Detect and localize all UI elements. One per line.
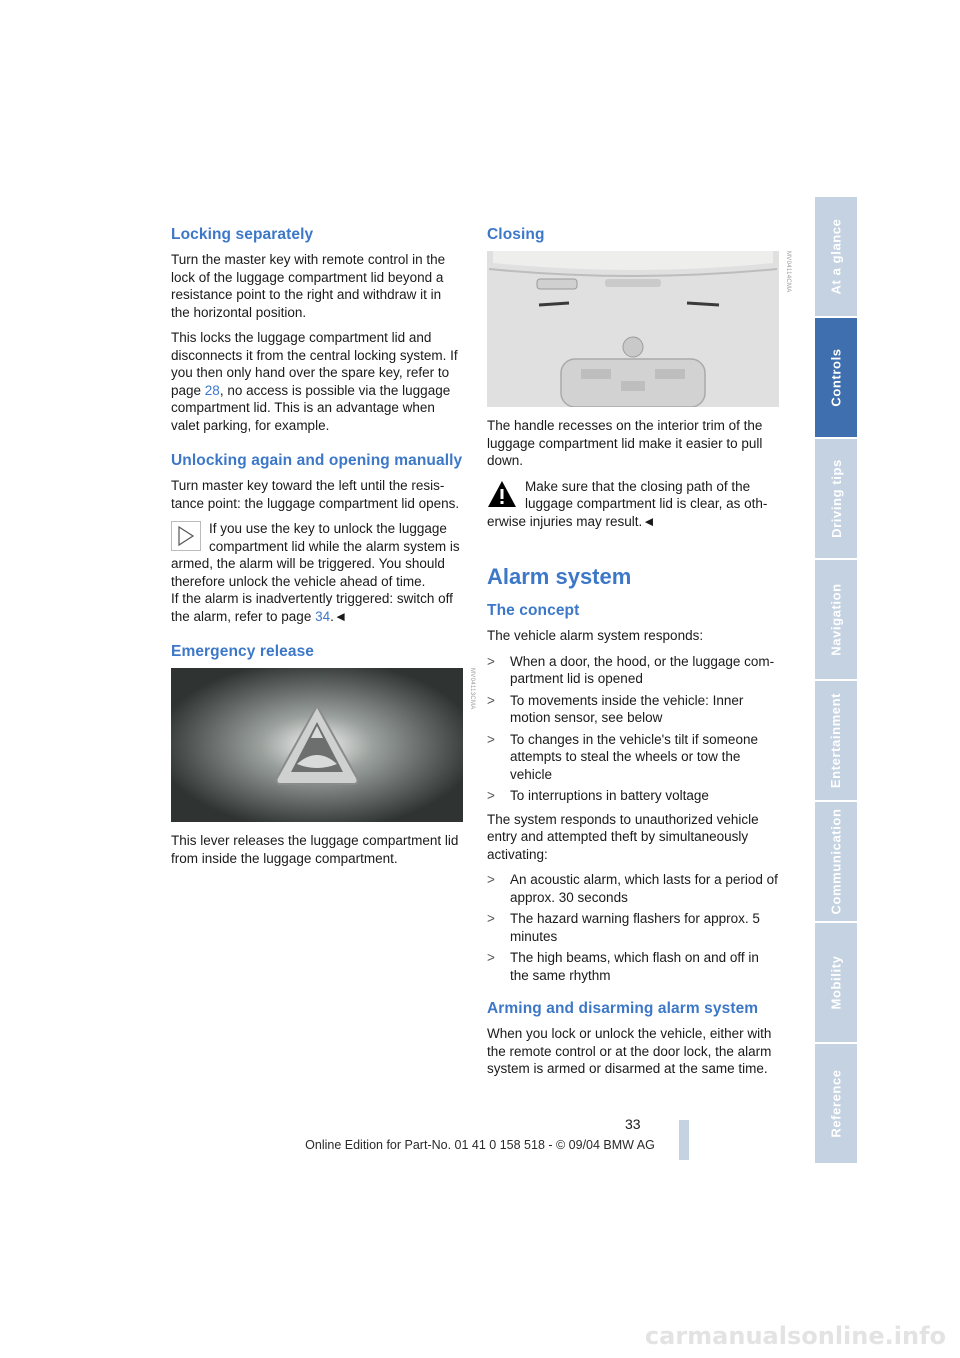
- emergency-release-photo: [171, 668, 475, 822]
- paragraph-unlocking: Turn master key toward the left until the resis-tance point: the luggage compartment lid opens.: [171, 478, 460, 511]
- left-column: [171, 226, 475, 875]
- right-column: [487, 226, 791, 1086]
- list-item: > To movements inside the vehicle: Inner motion sensor, see below: [487, 692, 744, 725]
- paragraph-arming: When you lock or unlock the vehicle, either with the remote control or at the door lock, the alarm system is armed or disarmed at the same time.: [487, 1026, 772, 1076]
- heading-concept: The concept: [487, 602, 580, 619]
- respond-list: [487, 871, 779, 984]
- list-item: > The hazard warning flashers for approx. 5 minutes: [487, 911, 760, 944]
- page-ref-34[interactable]: 34: [315, 608, 331, 624]
- list-item: > When a door, the hood, or the luggage com-partment lid is opened: [487, 653, 775, 686]
- page-number: 33: [625, 1116, 641, 1132]
- warning-block: [487, 478, 779, 531]
- heading-alarm-system: Alarm system: [487, 564, 632, 589]
- section-tabs: [815, 197, 857, 1165]
- heading-arming: Arming and disarming alarm system: [487, 1000, 759, 1017]
- paragraph-concept: The vehicle alarm system responds:: [487, 628, 704, 643]
- image-code: MV04114CMA: [785, 251, 791, 293]
- warning-text: Make sure that the closing path of the luggage compartment lid is clear, as oth-erwise injuries may result.◄: [487, 478, 768, 529]
- paragraph-closing: The handle recesses on the interior trim of the luggage compartment lid make it easier to pull down.: [487, 418, 763, 468]
- footer-edition: Online Edition for Part-No. 01 41 0 158 518 - © 09/04 BMW AG: [305, 1138, 655, 1152]
- tab-at-a-glance[interactable]: At a glance: [815, 197, 857, 316]
- closing-photo: [487, 251, 791, 407]
- concept-list: [487, 653, 779, 805]
- tab-entertainment[interactable]: Entertainment: [815, 681, 857, 800]
- watermark: carmanualsonline.info: [644, 1322, 946, 1350]
- heading-locking-separately: Locking separately: [171, 226, 314, 243]
- note-triangle-icon: [171, 521, 201, 551]
- note-text-2a: If the alarm is inadvertently triggered: switch off the alarm, refer to page: [171, 591, 453, 624]
- image-code: MV04113CMA: [469, 668, 475, 710]
- emergency-lever-image: [171, 668, 463, 822]
- tab-reference[interactable]: Reference: [815, 1044, 857, 1163]
- list-item: > An acoustic alarm, which lasts for a period of approx. 30 seconds: [487, 872, 778, 905]
- paragraph-locking-2: This locks the luggage compartment lid and disconnects it from the central locking system. If you then only hand over the spare key, refer to page 28, no access is possible via the luggage compartment lid. This is an advantage when valet parking, for example.: [171, 330, 458, 433]
- note-block: If you use the key to unlock the luggage compartment lid while the alarm system is armed, the alarm will be triggered. You should therefore unlock the vehicle ahead of time. If the alarm is inadvertently triggered: switch off the alarm, refer to page 34.◄: [171, 521, 460, 624]
- list-item: > The high beams, which flash on and off in the same rhythm: [487, 950, 759, 983]
- heading-closing: Closing: [487, 226, 545, 243]
- paragraph-locking-1: Turn the master key with remote control in the lock of the luggage compartment lid beyond a resistance point to the right and withdraw it in the horizontal position.: [171, 252, 446, 320]
- tab-communication[interactable]: Communication: [815, 802, 857, 921]
- note-text-1: If you use the key to unlock the luggage compartment lid while the alarm system is armed, the alarm will be triggered. You should therefore unlock the vehicle ahead of time.: [171, 521, 460, 589]
- tab-mobility[interactable]: Mobility: [815, 923, 857, 1042]
- luggage-lid-image: [487, 251, 779, 407]
- heading-unlocking: Unlocking again and opening manually: [171, 452, 463, 469]
- list-item: > To interruptions in battery voltage: [487, 788, 709, 803]
- paragraph-emergency: This lever releases the luggage compartment lid from inside the luggage compartment.: [171, 833, 459, 866]
- tab-driving-tips[interactable]: Driving tips: [815, 439, 857, 558]
- tab-controls[interactable]: Controls: [815, 318, 857, 437]
- warning-icon: [487, 479, 517, 509]
- page-ref-28[interactable]: 28: [204, 382, 220, 398]
- tab-navigation[interactable]: Navigation: [815, 560, 857, 679]
- list-item: > To changes in the vehicle's tilt if someone attempts to steal the wheels or tow the vehicle: [487, 731, 758, 782]
- heading-emergency-release: Emergency release: [171, 643, 315, 660]
- paragraph-responds: The system responds to unauthorized vehicle entry and attempted theft by simultaneously activating:: [487, 811, 759, 862]
